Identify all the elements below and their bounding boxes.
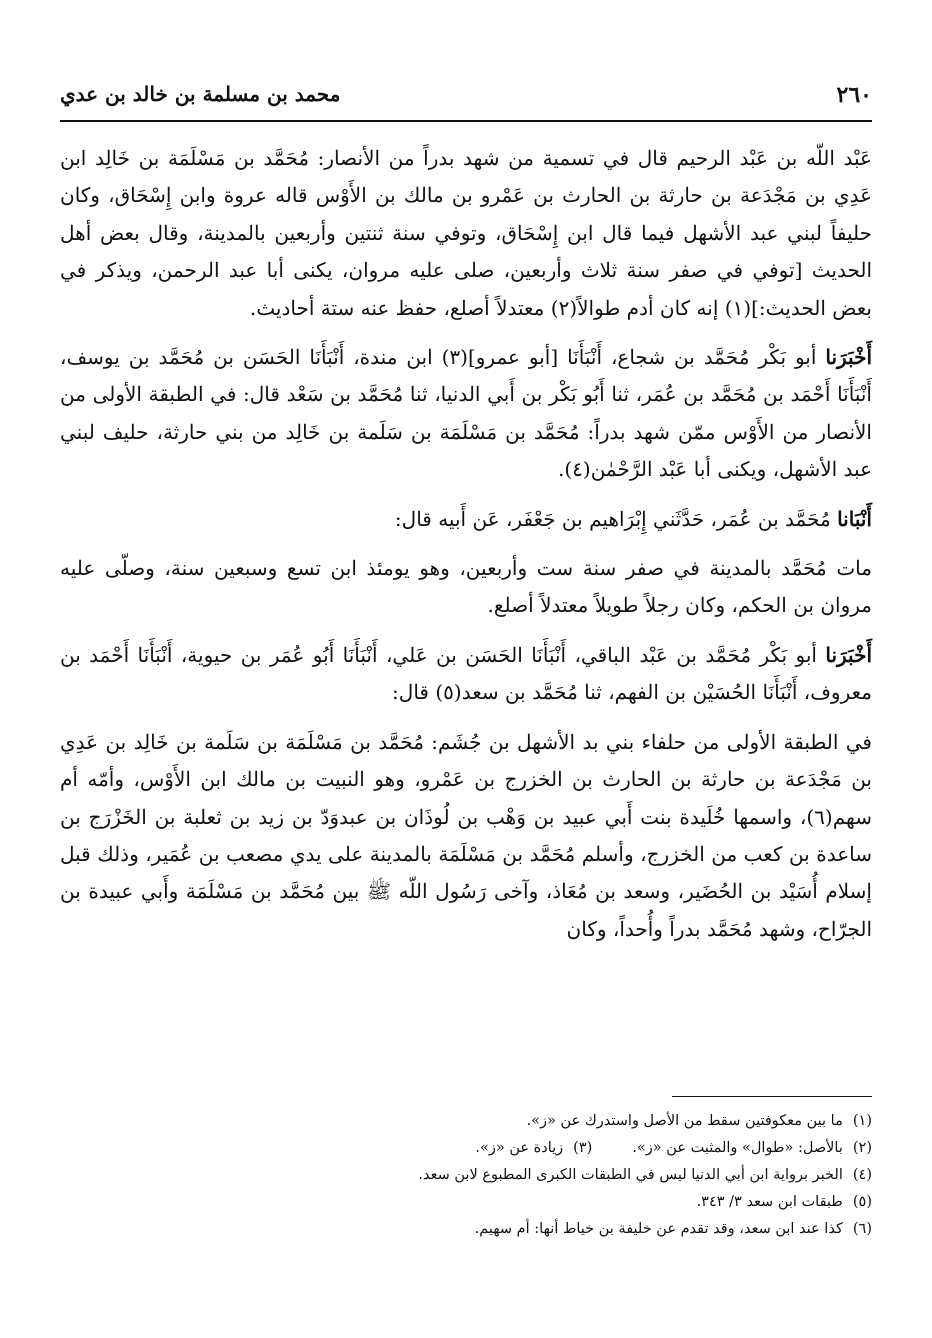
paragraph — [60, 501, 872, 538]
paragraph — [60, 339, 872, 489]
footnote — [60, 1189, 872, 1216]
isnad-lead-word: أَنْبَانا — [837, 506, 872, 531]
footnote — [60, 1216, 872, 1243]
footnote — [60, 1135, 872, 1162]
footnote-text: بالأصل: «طوال» والمثبت عن «ز». — [632, 1140, 843, 1156]
paragraph-text: مات مُحَمَّد بالمدينة في صفر سنة ست وأربعين، وهو يومئذ ابن تسع وسبعين سنة، وصلّى عليه مروان بن الحكم، وكان رجلاً طويلاً معتدلاً أصلع. — [60, 556, 872, 618]
footnote-text: كذا عند ابن سعد، وقد تقدم عن خليفة بن خياط أنها: أم سهيم. — [474, 1221, 843, 1237]
page-number: ٢٦٠ — [836, 82, 872, 108]
isnad-lead-word: أَخْبَرَنا — [825, 642, 872, 667]
footnote-text: الخبر برواية ابن أبي الدنيا ليس في الطبقات الكبرى المطبوع لابن سعد. — [418, 1167, 843, 1183]
footnote-text: ما بين معكوفتين سقط من الأصل واستدرك عن «ز». — [526, 1113, 843, 1129]
footnote-number: (٢) — [852, 1140, 872, 1156]
footnote-text: طبقات ابن سعد ٣/ ٣٤٣. — [696, 1194, 843, 1210]
running-title: محمد بن مسلمة بن خالد بن عدي — [60, 82, 341, 106]
paragraph-text: عَبْد اللّه بن عَبْد الرحيم قال في تسمية من شهد بدراً من الأنصار: مُحَمَّد بن مَسْلَمَة بن خَالِد ابن عَدِي بن مَجْدَعة بن حارثة بن الحارث بن عَمْرو بن مالك بن الأَوْس قاله عروة وابن إِسْحَاق، وكان حليفاً لبني عبد الأشهل فيما قال ابن إِسْحَاق، وتوفي سنة ثنتين وأربعين بالمدينة، وقال بعض أهل الحديث [توفي في صفر سنة ثلاث وأربعين، صلى عليه مروان، يكنى أبا عبد الرحمن، ويذكر في بعض الحديث:](١) إنه كان أدم طوالاً(٢) معتدلاً أصلع، حفظ عنه ستة أحاديث. — [60, 146, 872, 320]
main-text — [60, 140, 872, 948]
paragraph — [60, 140, 872, 327]
footnote-number: (١) — [852, 1113, 872, 1129]
footnote — [60, 1162, 872, 1189]
paragraph-text: في الطبقة الأولى من حلفاء بني بد الأشهل بن جُشَم: مُحَمَّد بن مَسْلَمَة بن سَلَمة بن خَالِد بن عَدِي بن مَجْدَعة بن حارثة بن الحارث بن الخزرج بن عَمْرو، وهو النبيت بن مالك ابن الأَوْس، وأمّه أم سهم(٦)، واسمها خُلَيدة بنت أَبي عبيد بن وَهْب بن لُوذَان بن عبدوَدّ بن زيد بن ثعلبة بن الخَزْرَج بن ساعدة بن كعب من الخزرج، وأسلم مُحَمَّد بن مَسْلَمَة بالمدينة على يدي مصعب بن عُمَير، وذلك قبل إسلام أُسَيْد بن الحُضَير، وسعد بن مُعَاذ، وآخى رَسُول اللّه ﷺ بين مُحَمَّد بن مَسْلَمَة وأَبي عبيدة بن الجرّاح، وشهد مُحَمَّد بدراً وأُحداً، وكان — [60, 729, 872, 941]
paragraph-text: مُحَمَّد بن عُمَر، حَدَّثَني إِبْرَاهيم بن جَعْفَر، عَن أَبيه قال: — [394, 506, 831, 531]
footnote — [60, 1108, 872, 1135]
paragraph-text: أبو بَكْر مُحَمَّد بن شجاع، أَنْبَأَنَا [أبو عمرو](٣) ابن مندة، أَنْبَأَنَا الحَسَن بن مُحَمَّد بن يوسف، أَنْبَأَنَا أَحْمَد بن مُحَمَّد بن عُمَر، ثنا أَبُو بَكْر بن أَبي الدنيا، ثنا مُحَمَّد بن سَعْد قال: في الطبقة الأولى من الأنصار من الأَوْس ممّن شهد بدراً: مُحَمَّد بن مَسْلَمَة بن سَلَمة بن خَالِد من بني حارثة، حليف لبني عبد الأشهل، ويكنى أبا عَبْد الرَّحْمٰن(٤). — [60, 345, 872, 482]
isnad-lead-word: أَخْبَرَنا — [825, 345, 872, 370]
footnote-rule — [672, 1096, 872, 1097]
paragraph-text: أبو بَكْر مُحَمَّد بن عَبْد الباقي، أَنْبَأَنَا الحَسَن بن عَلي، أَنْبَأَنَا أَبُو عُمَر بن حيوية، أَنْبَأَنَا أَحْمَد بن معروف، أَنْبَأَنَا الحُسَيْن بن الفهم، ثنا مُحَمَّد بن سعد(٥) قال: — [60, 642, 872, 705]
paragraph — [60, 550, 872, 625]
footnote-number: (٦) — [852, 1221, 872, 1237]
footnote-number: (٥) — [852, 1194, 872, 1210]
paragraph — [60, 724, 872, 948]
header-rule — [60, 120, 872, 122]
footnote-text: زيادة عن «ز». — [475, 1140, 564, 1156]
paragraph — [60, 637, 872, 712]
footnotes — [60, 1108, 872, 1243]
footnote-number: (٤) — [852, 1167, 872, 1183]
footnote-number: (٣) — [573, 1140, 593, 1156]
page-header — [60, 80, 872, 116]
